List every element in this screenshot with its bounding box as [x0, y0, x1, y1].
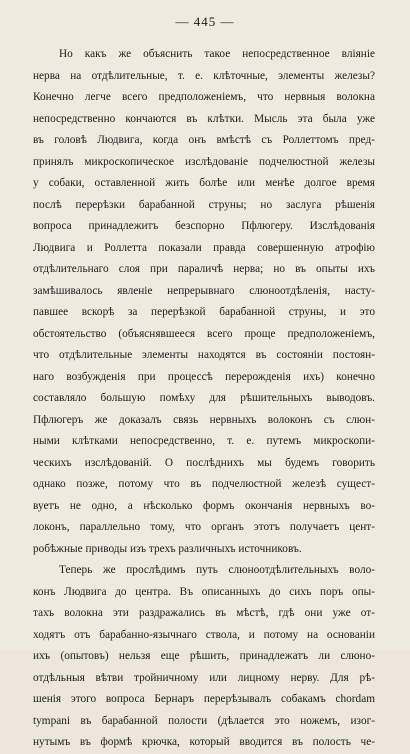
text-line: однако позже, потому что въ подчелюстной железѣ сущест- [33, 478, 375, 490]
text-line: вуетъ не одно, а нѣсколько формъ окончанія нервныхъ во- [33, 499, 375, 512]
text-line: павшее вскорѣ за перерѣзкой барабанной струны, и это [33, 306, 375, 318]
text-line: тахъ волокна эти раздражались въ мѣстѣ, гдѣ они уже от- [33, 607, 375, 619]
text-line: у собаки, оставленной жить болѣе или менѣе долгое время [33, 177, 375, 189]
text-line: принялъ микроскопическое изслѣдованіе подчелюстной железы [33, 155, 375, 168]
text-line: нутымъ въ формѣ крючка, который вводится въ полость че- [33, 736, 375, 748]
text-line: ходятъ отъ барабанно-язычнаго ствола, и потому на основаніи [33, 628, 375, 641]
text-line: составляло большую помѣху для рѣшительныхъ выводовъ. [33, 392, 375, 404]
text-line: отдѣлительнаго слоя при параличѣ нерва; но въ опыты ихъ [33, 263, 375, 275]
text-line: наго возбужденія при процессѣ перерожденія ихъ) конечно [33, 370, 375, 383]
text-line: ихъ (опытовъ) нельзя еще рѣшить, принадлежатъ ли слюно- [33, 650, 375, 662]
text-line: что отдѣлительные элементы находятся въ состояніи постоян- [33, 349, 375, 361]
text-line: локонъ, параллельно тому, что органъ этотъ получаетъ цент- [33, 521, 375, 533]
text-line: шенія этого вопроса Бернаръ перерѣзывалъ собакамъ chordam [33, 693, 375, 705]
text-line: Пфлюгеръ же доказалъ связь нервныхъ волоконъ съ слюн- [33, 413, 375, 426]
text-line: Но какъ же объяснить такое непосредственное вліяніе [59, 48, 375, 60]
text-line: непосредственно кончаются въ клѣтки. Мысль эта была уже [33, 112, 375, 125]
page-number: — 445 — [175, 14, 235, 29]
text-line: робѣжные приводы изъ трехъ различныхъ источниковъ. [33, 542, 302, 555]
text-line: ными клѣтками непосредственно, т. е. путемъ микроскопи- [33, 435, 375, 447]
text-line: Теперь же прослѣдимъ путь слюноотдѣлительныхъ воло- [59, 564, 375, 576]
text-line: послѣ перерѣзки барабанной струны; но заслуга рѣшенія [33, 198, 375, 211]
text-line: въ головѣ Людвига, когда онъ вмѣстѣ съ Роллеттомъ пред- [33, 134, 375, 146]
body-text [33, 44, 375, 754]
text-line: обстоятельство (объяснявшееся всего проще предположеніемъ, [33, 327, 375, 340]
text-line: ческихъ изслѣдованій. О послѣднихъ мы будемъ говорить [33, 456, 375, 469]
text-line: tympani въ барабанной полости (дѣлается это ножемъ, изог- [33, 714, 375, 727]
text-line: отдѣльныя вѣтви тройничному или лицному нерву. Для рѣ- [33, 671, 375, 684]
text-line: Конечно легче всего предположеніемъ, что нервныя волокна [33, 91, 375, 103]
text-line: нерва на отдѣлительные, т. е. клѣточные, элементы железы? [33, 69, 375, 82]
text-line: конъ Людвига до центра. Въ описанныхъ до сихъ поръ опы- [33, 585, 375, 598]
text-line: Людвига и Роллетта показали правда совершенную атрофію [33, 241, 375, 254]
text-line: замѣшивалось явленіе непрерывнаго слюноотдѣленія, насту- [33, 284, 375, 297]
text-line: вопроса принадлежитъ безспорно Пфлюгеру. Изслѣдованія [33, 220, 375, 232]
